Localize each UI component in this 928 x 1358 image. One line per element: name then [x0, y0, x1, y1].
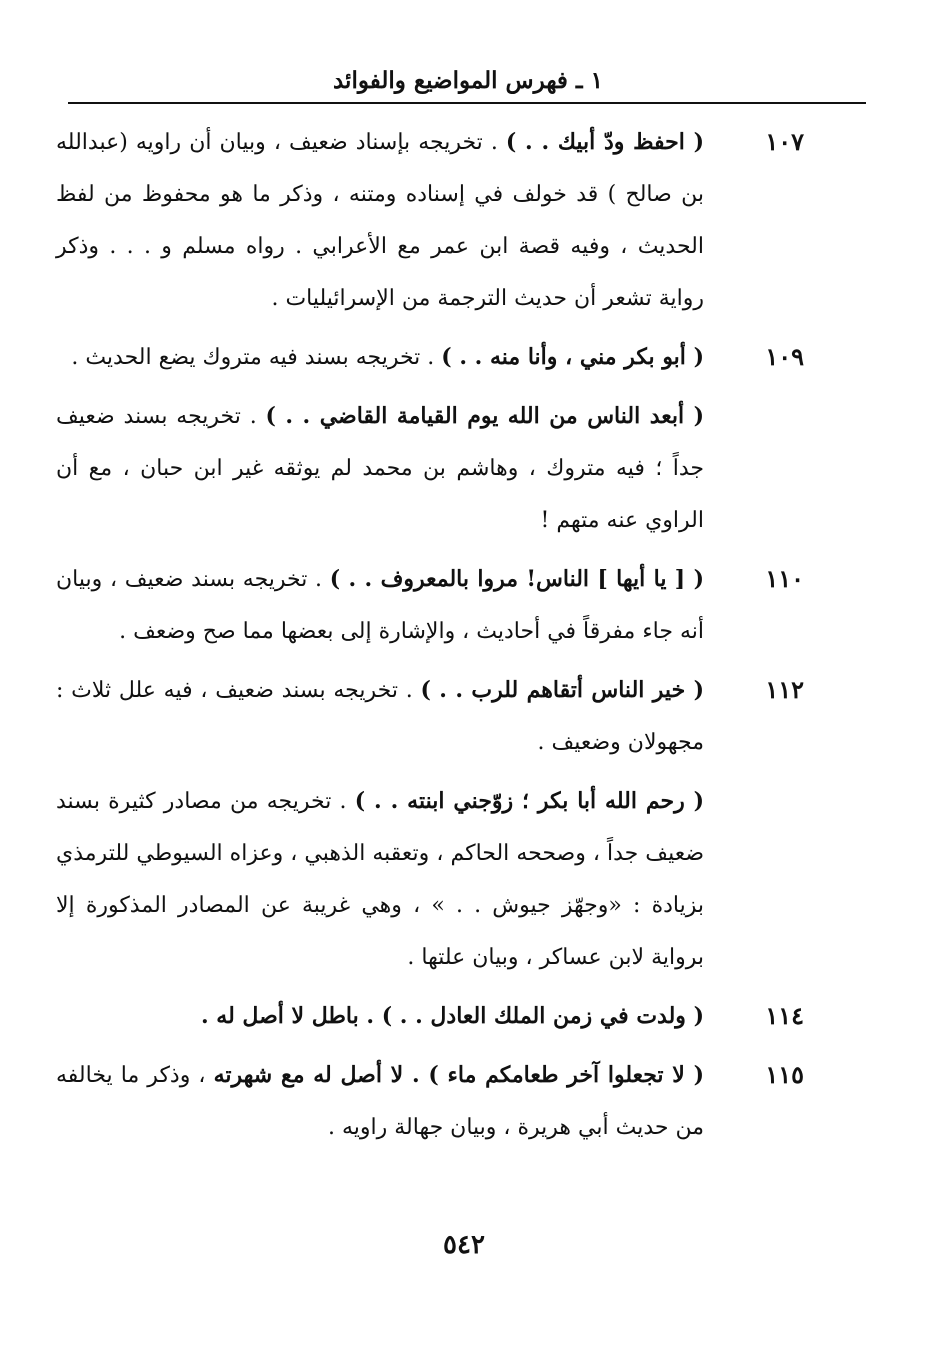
header-rule: [68, 102, 866, 104]
entry-body: [56, 775, 704, 984]
index-entry: [56, 553, 804, 658]
entry-text: . تخريجه بسند ضعيف ، وبيان أنه جاء مفرقاً في أحاديث ، والإشارة إلى بعضها مما صح وضعف .: [56, 567, 704, 644]
index-entry: [56, 775, 804, 984]
entry-title: ( [ يا أيها ] الناس! مروا بالمعروف . . ): [329, 566, 704, 592]
entry-title: ( أبعد الناس من الله يوم القيامة القاضي . . ): [265, 403, 704, 429]
entry-text: . تخريجه بسند ضعيف ، فيه علل ثلاث : مجهولان وضعيف .: [56, 678, 704, 755]
index-entry: [56, 390, 804, 547]
index-entry: [56, 331, 804, 384]
entry-number: ١٠٩: [765, 342, 804, 371]
entry-number: ١١٢: [765, 675, 804, 704]
entry-number: ١١٤: [765, 1001, 804, 1030]
entry-number: ١٠٧: [765, 127, 804, 156]
entry-text: ، وذكر ما يخالفه من حديث أبي هريرة ، وبيان جهالة راويه .: [56, 1063, 704, 1140]
page-number: ٥٤٢: [443, 1230, 485, 1260]
entry-body: [56, 553, 704, 658]
running-head: ١ ـ فهرس المواضيع والفوائد: [332, 67, 604, 94]
index-entry: [56, 1049, 804, 1154]
entry-body: [56, 390, 704, 547]
index-entry: [56, 990, 804, 1043]
entry-text: . تخريجه من مصادر كثيرة بسند ضعيف جداً ، وصححه الحاكم ، وتعقبه الذهبي ، وعزاه السيوطي للترمذي بزيادة : «وجهّز جيوش . . » ، وهي غريبة عن المصادر المذكورة إلا برواية لابن عساكر ، وبيان علتها .: [56, 789, 704, 970]
entry-text: . تخريجه بإسناد ضعيف ، وبيان أن راويه (عبدالله بن صالح ) قد خولف في إسناده ومتنه ، وذكر ما هو محفوظ من لفظ الحديث ، وفيه قصة ابن عمر مع الأعرابي . رواه مسلم و . . . وذكر رواية تشعر أن حديث الترجمة من الإسرائيليات .: [56, 130, 704, 311]
index-entry: [56, 116, 804, 325]
entry-text: . تخريجه بسند ضعيف جداً ؛ فيه متروك ، وهاشم بن محمد لم يوثقه غير ابن حبان ، مع أن الراوي عنه متهم !: [56, 404, 704, 533]
index-entries: [56, 116, 804, 1160]
entry-body: [56, 1049, 704, 1154]
index-entry: [56, 664, 804, 769]
entry-body: [56, 116, 704, 325]
entry-body: [56, 331, 704, 384]
entry-text: . تخريجه بسند فيه متروك يضع الحديث .: [71, 345, 442, 370]
entry-title: ( ولدت في زمن الملك العادل . . ) . باطل لا أصل له .: [200, 1003, 704, 1029]
entry-body: [56, 664, 704, 769]
entry-body: [56, 990, 704, 1043]
entry-title: ( احفظ ودّ أبيك . . ): [505, 129, 704, 155]
entry-title: ( لا تجعلوا آخر طعامكم ماء ) . لا أصل له مع شهرته: [213, 1062, 705, 1088]
entry-title: ( خير الناس أتقاهم للرب . . ): [420, 677, 704, 703]
entry-number: ١١٠: [765, 564, 804, 593]
entry-title: ( أبو بكر مني ، وأنا منه . . ): [441, 344, 704, 370]
entry-number: ١١٥: [765, 1060, 804, 1089]
entry-title: ( رحم الله أبا بكر ؛ زوّجني ابنته . . ): [354, 788, 704, 814]
